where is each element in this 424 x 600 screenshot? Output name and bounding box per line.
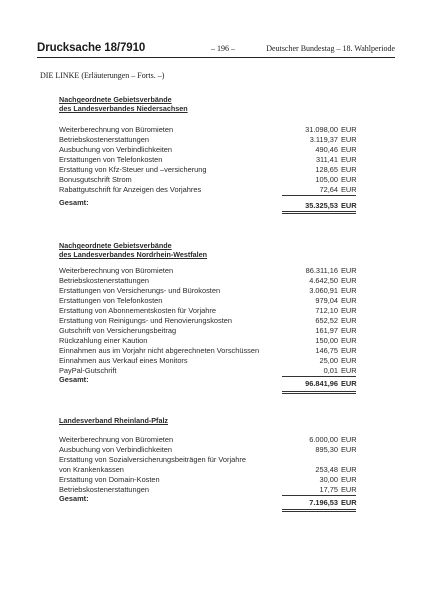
table-row: Erstattung von Domain-Kosten 30,00 EUR	[59, 475, 357, 484]
document-number: Drucksache 18/7910	[37, 42, 146, 54]
section-title: Nachgeordnete Gebietsverbände des Landesverbandes Nordrhein-Westfalen	[59, 241, 208, 259]
total-row: Gesamt: 35.325,53 EUR	[59, 198, 357, 210]
table-row: Weiterberechnung von Büromieten 86.311,16 EUR	[59, 266, 357, 275]
table-row: Betriebskostenerstattungen 17,75 EUR	[59, 485, 357, 494]
table-row: Erstattung von Reinigungs- und Renovierungskosten 652,52 EUR	[59, 316, 357, 325]
table-row: Erstattung von Abonnementskosten für Vorjahre 712,10 EUR	[59, 306, 357, 315]
total-underline	[282, 213, 356, 214]
total-underline	[282, 393, 356, 394]
table-row: Ausbuchung von Verbindlichkeiten 895,30 EUR	[59, 445, 357, 454]
total-underline	[282, 511, 356, 512]
total-underline	[282, 211, 356, 212]
table-row: Ausbuchung von Verbindlichkeiten 490,46 EUR	[59, 145, 357, 154]
sum-rule	[282, 195, 356, 196]
table-row: Betriebskostenerstattungen 3.119,37 EUR	[59, 135, 357, 144]
table-row: Betriebskostenerstattungen 4.642,50 EUR	[59, 276, 357, 285]
table-row: Rückzahlung einer Kaution 150,00 EUR	[59, 336, 357, 345]
table-row: Einnahmen aus im Vorjahr nicht abgerechneten Vorschüssen 146,75 EUR	[59, 346, 357, 355]
section-intro: DIE LINKE (Erläuterungen – Forts. –)	[40, 71, 165, 80]
table-row: Einnahmen aus Verkauf eines Monitors 25,00 EUR	[59, 356, 357, 365]
total-underline	[282, 509, 356, 510]
section-title: Nachgeordnete Gebietsverbände des Landesverbandes Niedersachsen	[59, 95, 188, 113]
table-row: von Krankenkassen 253,48 EUR	[59, 465, 357, 474]
total-row: Gesamt: 96.841,96 EUR	[59, 375, 357, 388]
page-number: – 196 –	[211, 44, 235, 53]
total-underline	[282, 391, 356, 392]
header-rule	[37, 57, 395, 58]
institution-label: Deutscher Bundestag – 18. Wahlperiode	[266, 44, 395, 53]
table-row: Erstattungen von Telefonkosten 311,41 EUR	[59, 155, 357, 164]
table-row: Erstattung von Kfz-Steuer und –versicherung 128,65 EUR	[59, 165, 357, 174]
table-row: Weiterberechnung von Büromieten 6.000,00 EUR	[59, 435, 357, 444]
table-row: PayPal-Gutschrift 0,01 EUR	[59, 366, 357, 375]
table-row: Weiterberechnung von Büromieten 31.098,00 EUR	[59, 125, 357, 134]
table-row: Erstattungen von Versicherungs- und Bürokosten 3.060,91 EUR	[59, 286, 357, 295]
table-row: Rabattgutschrift für Anzeigen des Vorjahres 72,64 EUR	[59, 185, 357, 194]
table-row: Erstattung von Sozialversicherungsbeiträgen für Vorjahre	[59, 455, 246, 464]
section-title: Landesverband Rheinland-Pfalz	[59, 416, 169, 425]
table-row: Gutschrift von Versicherungsbeitrag 161,97 EUR	[59, 326, 357, 335]
page-header	[37, 42, 395, 56]
table-row: Erstattungen von Telefonkosten 979,04 EUR	[59, 296, 357, 305]
table-row: Bonusgutschrift Strom 105,00 EUR	[59, 175, 357, 184]
total-row: Gesamt: 7.196,53 EUR	[59, 494, 357, 507]
